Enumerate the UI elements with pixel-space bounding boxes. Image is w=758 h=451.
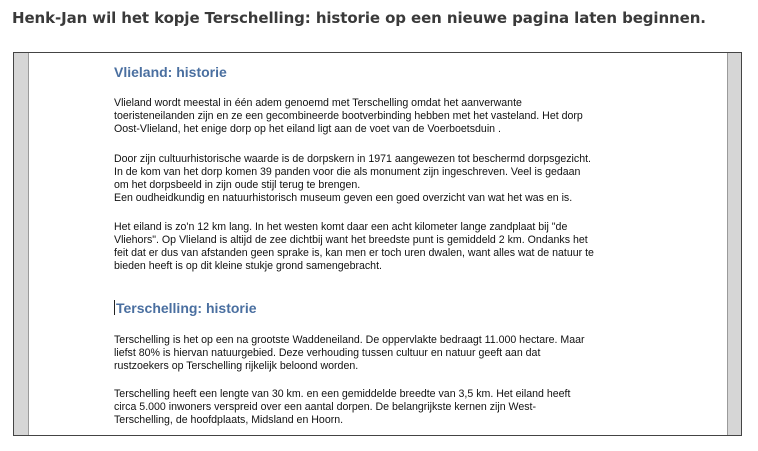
instruction-text: Henk-Jan wil het kopje Terschelling: historie op een nieuwe pagina laten beginnen. xyxy=(12,9,706,27)
text-line: toeristeneilanden zijn en ze een gecombineerde bootverbinding hebben met het vasteland. Het dorp xyxy=(114,110,583,122)
paragraph-vlieland-3[interactable] xyxy=(114,221,594,273)
text-line: Vlieland wordt meestal in één adem genoemd met Terschelling omdat het aanverwante xyxy=(114,97,522,109)
text-line: Door zijn cultuurhistorische waarde is de dorpskern in 1971 aangewezen tot beschermd dorpsgezicht. xyxy=(114,153,591,165)
text-line: Terschelling is het op een na grootste Waddeneiland. De oppervlakte bedraagt 11.000 hectare. Maar xyxy=(114,334,585,346)
paragraph-terschelling-2[interactable] xyxy=(114,388,570,427)
document-page[interactable] xyxy=(29,53,727,435)
text-line: Terschelling, de hoofdplaats, Midsland en Hoorn. xyxy=(114,414,344,426)
text-line: rustzoekers op Terschelling rijkelijk beloond worden. xyxy=(114,360,359,372)
paragraph-vlieland-1[interactable] xyxy=(114,97,583,136)
document-view[interactable] xyxy=(13,52,742,436)
text-line: liefst 80% is hiervan natuurgebied. Deze verhouding tussen cultuur en natuur geeft aan dat xyxy=(114,347,541,359)
heading-terschelling-text: Terschelling: historie xyxy=(116,300,257,316)
heading-vlieland[interactable]: Vlieland: historie xyxy=(114,64,227,80)
text-line: feit dat er dus van afstanden geen sprake is, kan men er toch uren dwalen, want alles wat de natuur te xyxy=(114,247,594,259)
paragraph-terschelling-1[interactable] xyxy=(114,334,585,373)
left-page-margin xyxy=(14,53,29,435)
text-line: circa 5.000 inwoners verspreid over een aantal dorpen. De belangrijkste kernen zijn West- xyxy=(114,401,537,413)
right-page-margin xyxy=(727,53,741,435)
text-line: In de kom van het dorp komen 39 panden voor die als monument zijn ingeschreven. Veel is gedaan xyxy=(114,166,581,178)
heading-terschelling[interactable] xyxy=(114,300,257,317)
text-line: Het eiland is zo'n 12 km lang. In het westen komt daar een acht kilometer lange zandplaat bij "de xyxy=(114,221,568,233)
text-line: Oost-Vlieland, het enige dorp op het eiland ligt aan de voet van de Voerboetsduin . xyxy=(114,123,501,135)
paragraph-vlieland-2[interactable] xyxy=(114,153,591,205)
text-cursor xyxy=(114,300,115,315)
text-line: Een oudheidkundig en natuurhistorisch museum geven een goed overzicht van wat het was en is. xyxy=(114,192,573,204)
text-line: om het dorpsbeeld in zijn oude stijl terug te brengen. xyxy=(114,179,361,191)
text-line: Terschelling heeft een lengte van 30 km. en een gemiddelde breedte van 3,5 km. Het eiland heeft xyxy=(114,388,571,400)
text-line: bieden heeft is op dit kleine stukje grond samengebracht. xyxy=(114,260,382,272)
text-line: Vliehors". Op Vlieland is altijd de zee dichtbij want het breedste punt is gemiddeld 2 km. Ondanks het xyxy=(114,234,588,246)
